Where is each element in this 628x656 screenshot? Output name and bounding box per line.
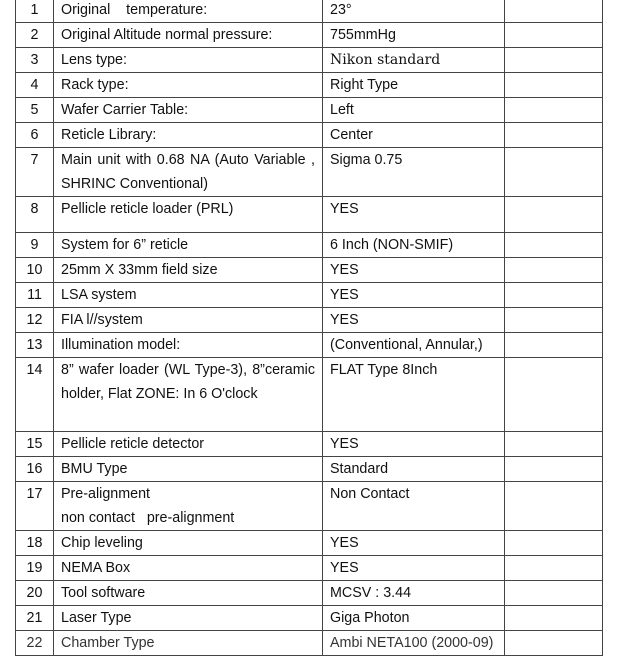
empty-cell (505, 233, 603, 258)
spec-value: YES (323, 308, 505, 333)
empty-cell (505, 123, 603, 148)
spec-value: Center (323, 123, 505, 148)
spec-item: NEMA Box (54, 556, 323, 581)
table-row (16, 457, 603, 482)
spec-value: Giga Photon (323, 606, 505, 631)
empty-cell (505, 531, 603, 556)
row-number: 14 (16, 358, 54, 432)
empty-cell (505, 432, 603, 457)
spec-item: FIA l//system (54, 308, 323, 333)
spec-value: 6 Inch (NON-SMIF) (323, 233, 505, 258)
empty-cell (505, 333, 603, 358)
empty-cell (505, 23, 603, 48)
spec-value: Nikon standard (323, 48, 505, 73)
row-number: 8 (16, 197, 54, 233)
spec-item: Tool software (54, 581, 323, 606)
row-number: 19 (16, 556, 54, 581)
spec-item: Wafer Carrier Table: (54, 98, 323, 123)
spec-value: YES (323, 258, 505, 283)
empty-cell (505, 258, 603, 283)
row-number: 16 (16, 457, 54, 482)
spec-value: YES (323, 531, 505, 556)
spec-value: Non Contact (323, 482, 505, 531)
spec-item: Original temperature: (54, 0, 323, 23)
empty-cell (505, 457, 603, 482)
spec-value: MCSV : 3.44 (323, 581, 505, 606)
table-row (16, 233, 603, 258)
spec-item: Reticle Library: (54, 123, 323, 148)
table-row (16, 606, 603, 631)
spec-item: Illumination model: (54, 333, 323, 358)
table-row (16, 308, 603, 333)
table-row (16, 48, 603, 73)
empty-cell (505, 197, 603, 233)
empty-cell (505, 606, 603, 631)
spec-value: (Conventional, Annular,) (323, 333, 505, 358)
empty-cell (505, 308, 603, 333)
table-row (16, 258, 603, 283)
spec-value: FLAT Type 8Inch (323, 358, 505, 432)
spec-value: Right Type (323, 73, 505, 98)
row-number: 17 (16, 482, 54, 531)
table-row (16, 197, 603, 233)
table-row (16, 531, 603, 556)
table-row (16, 148, 603, 197)
empty-cell (505, 0, 603, 23)
table-row (16, 283, 603, 308)
empty-cell (505, 581, 603, 606)
spec-item: Lens type: (54, 48, 323, 73)
empty-cell (505, 283, 603, 308)
row-number: 10 (16, 258, 54, 283)
empty-cell (505, 148, 603, 197)
spec-item: LSA system (54, 283, 323, 308)
spec-item: Pellicle reticle detector (54, 432, 323, 457)
spec-value: Sigma 0.75 (323, 148, 505, 197)
row-number: 18 (16, 531, 54, 556)
table-row (16, 482, 603, 531)
empty-cell (505, 73, 603, 98)
empty-cell (505, 48, 603, 73)
spec-value: YES (323, 432, 505, 457)
row-number: 2 (16, 23, 54, 48)
table-row (16, 556, 603, 581)
table-row (16, 333, 603, 358)
spec-value: 755mmHg (323, 23, 505, 48)
empty-cell (505, 556, 603, 581)
spec-item: BMU Type (54, 457, 323, 482)
row-number: 13 (16, 333, 54, 358)
spec-item: 8” wafer loader (WL Type-3), 8”ceramic holder, Flat ZONE: In 6 O'clock (54, 358, 323, 432)
spec-item: Laser Type (54, 606, 323, 631)
spec-value: YES (323, 197, 505, 233)
row-number: 6 (16, 123, 54, 148)
table-row (16, 432, 603, 457)
spec-value: YES (323, 556, 505, 581)
empty-cell (505, 98, 603, 123)
table-row (16, 98, 603, 123)
spec-item: Chip leveling (54, 531, 323, 556)
spec-item: Chamber Type (54, 631, 323, 656)
spec-value: YES (323, 283, 505, 308)
spec-sheet (15, 0, 603, 656)
row-number: 1 (16, 0, 54, 23)
table-row (16, 23, 603, 48)
empty-cell (505, 631, 603, 656)
row-number: 21 (16, 606, 54, 631)
table-row (16, 631, 603, 656)
row-number: 9 (16, 233, 54, 258)
row-number: 7 (16, 148, 54, 197)
spec-item: Pre-alignment non contact pre-alignment (54, 482, 323, 531)
table-row (16, 123, 603, 148)
spec-item: Pellicle reticle loader (PRL) (54, 197, 323, 233)
spec-value: 23° (323, 0, 505, 23)
row-number: 5 (16, 98, 54, 123)
table-row (16, 358, 603, 432)
spec-value: Standard (323, 457, 505, 482)
row-number: 4 (16, 73, 54, 98)
spec-item: System for 6” reticle (54, 233, 323, 258)
empty-cell (505, 482, 603, 531)
spec-item: Main unit with 0.68 NA (Auto Variable , SHRINC Conventional) (54, 148, 323, 197)
table-row (16, 73, 603, 98)
row-number: 20 (16, 581, 54, 606)
spec-item: 25mm X 33mm field size (54, 258, 323, 283)
spec-value: Left (323, 98, 505, 123)
row-number: 3 (16, 48, 54, 73)
table-row (16, 581, 603, 606)
empty-cell (505, 358, 603, 432)
row-number: 15 (16, 432, 54, 457)
spec-value: Ambi NETA100 (2000-09) (323, 631, 505, 656)
row-number: 12 (16, 308, 54, 333)
specification-table (15, 0, 603, 656)
row-number: 22 (16, 631, 54, 656)
row-number: 11 (16, 283, 54, 308)
spec-item: Rack type: (54, 73, 323, 98)
table-row (16, 0, 603, 23)
spec-item: Original Altitude normal pressure: (54, 23, 323, 48)
